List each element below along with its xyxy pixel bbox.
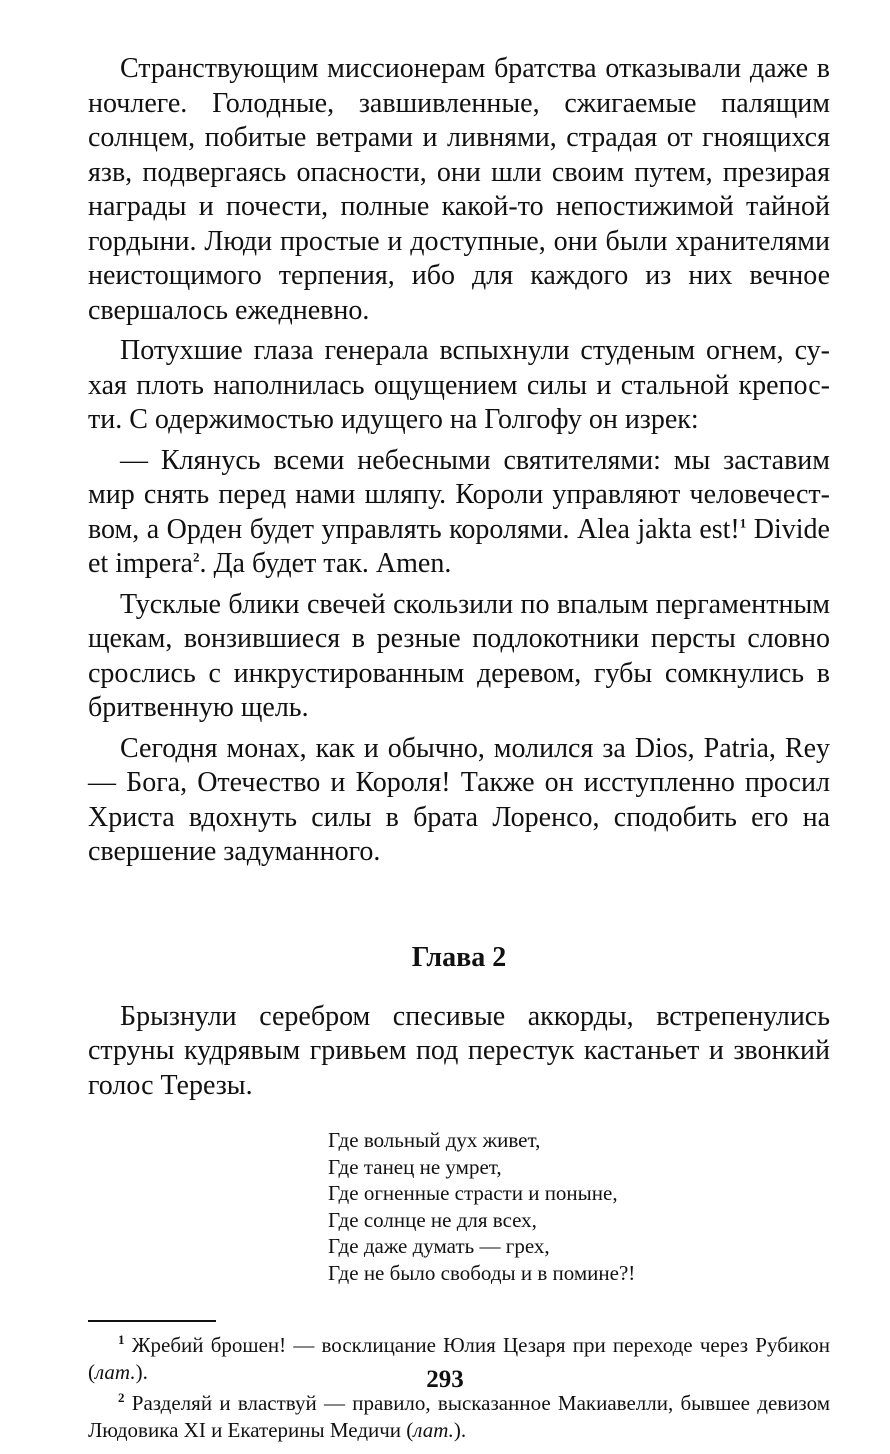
- oath-text-middle: Divide et impera: [88, 513, 830, 579]
- footnote-ref-2[interactable]: 2: [192, 549, 200, 565]
- paragraph-candles: Тусклые блики свечей скользили по впалым пергаментным щекам, вонзившиеся в резные подлокотники персты словно срослись с инкрустированным деревом, губы сомкнулись в бритвенную щель.: [88, 588, 830, 723]
- poem-line: Где не было свободы и в помине?!: [328, 1260, 636, 1285]
- footnote-ref-1[interactable]: 1: [739, 515, 747, 531]
- poem-line: Где огненные страсти и поныне,: [328, 1181, 618, 1205]
- footnote-2-close: ).: [453, 1418, 467, 1442]
- oath-text-end: . Да будет так. Amen.: [199, 548, 452, 579]
- paragraph-chords: Брызнули серебром спесивые аккорды, встрепенулись струны кудрявым гривьем под перестук кастаньет и звонкий голос Терезы.: [88, 1000, 830, 1101]
- footnote-1-lang: лат.: [95, 1360, 136, 1384]
- paragraph-oath: [88, 444, 830, 582]
- oath-text-start: — Клянусь всеми небесными святителями: мы заставим мир снять перед нами шляпу. Короли управляют человечеством, а Орден будет управлять королями. Alea jakta est!: [88, 444, 830, 545]
- footnote-2-lang: лат.: [413, 1418, 454, 1442]
- paragraph-general: Потухшие глаза генерала вспыхнули студеным огнем, сухая плоть наполнилась ощущением силы и стальной крепости. С одержимостью идущего на Голгофу он изрек:: [88, 335, 830, 435]
- footnote-1-text: Жребий брошен! — восклицание Юлия Цезаря при переходе через Рубикон (: [88, 1333, 830, 1384]
- footnote-divider: [88, 1320, 216, 1322]
- poem-line: Где вольный дух живет,: [328, 1128, 541, 1152]
- poem-stanza: [328, 1127, 830, 1286]
- poem-line: Где даже думать — грех,: [328, 1234, 550, 1258]
- footnote-2-text: Разделяй и властвуй — правило, высказанное Макиавелли, бывшее девизом Людовика XI и Екатерины Медичи (: [88, 1391, 830, 1442]
- poem-line: Где танец не умрет,: [328, 1154, 502, 1179]
- poem-line: Где солнце не для всех,: [328, 1207, 537, 1232]
- footnote-2-mark: 2: [118, 1390, 125, 1405]
- paragraph-missionaries: Странствующим миссионерам братства отказывали даже в ночлеге. Голодные, завшивленные, сжигаемые палящим солнцем, побитые ветрами и ливнями, страдая от гноящихся язв, подвергаясь опасности, они шли своим путем, презирая награды и почести, полные какой-то непостижимой тайной гордыни. Люди простые и доступные, они были хранителями неистощимого терпения, ибо для каждого из них вечное свершалось ежедневно.: [88, 53, 830, 326]
- paragraph-monk-prayer: Сегодня монах, как и обычно, молился за Dios, Patria, Rey — Бога, Отечество и Короля! Также он исступленно просил Христа вдохнуть силы в брата Лоренсо, сподобить его на свершение задуманного.: [88, 732, 830, 867]
- footnote-2: [88, 1390, 830, 1444]
- page-number: 293: [426, 1366, 464, 1393]
- footnote-1-close: ).: [135, 1360, 148, 1384]
- book-page: [88, 52, 830, 1448]
- chapter-title: Глава 2: [411, 941, 507, 973]
- footnote-1-mark: 1: [118, 1332, 125, 1347]
